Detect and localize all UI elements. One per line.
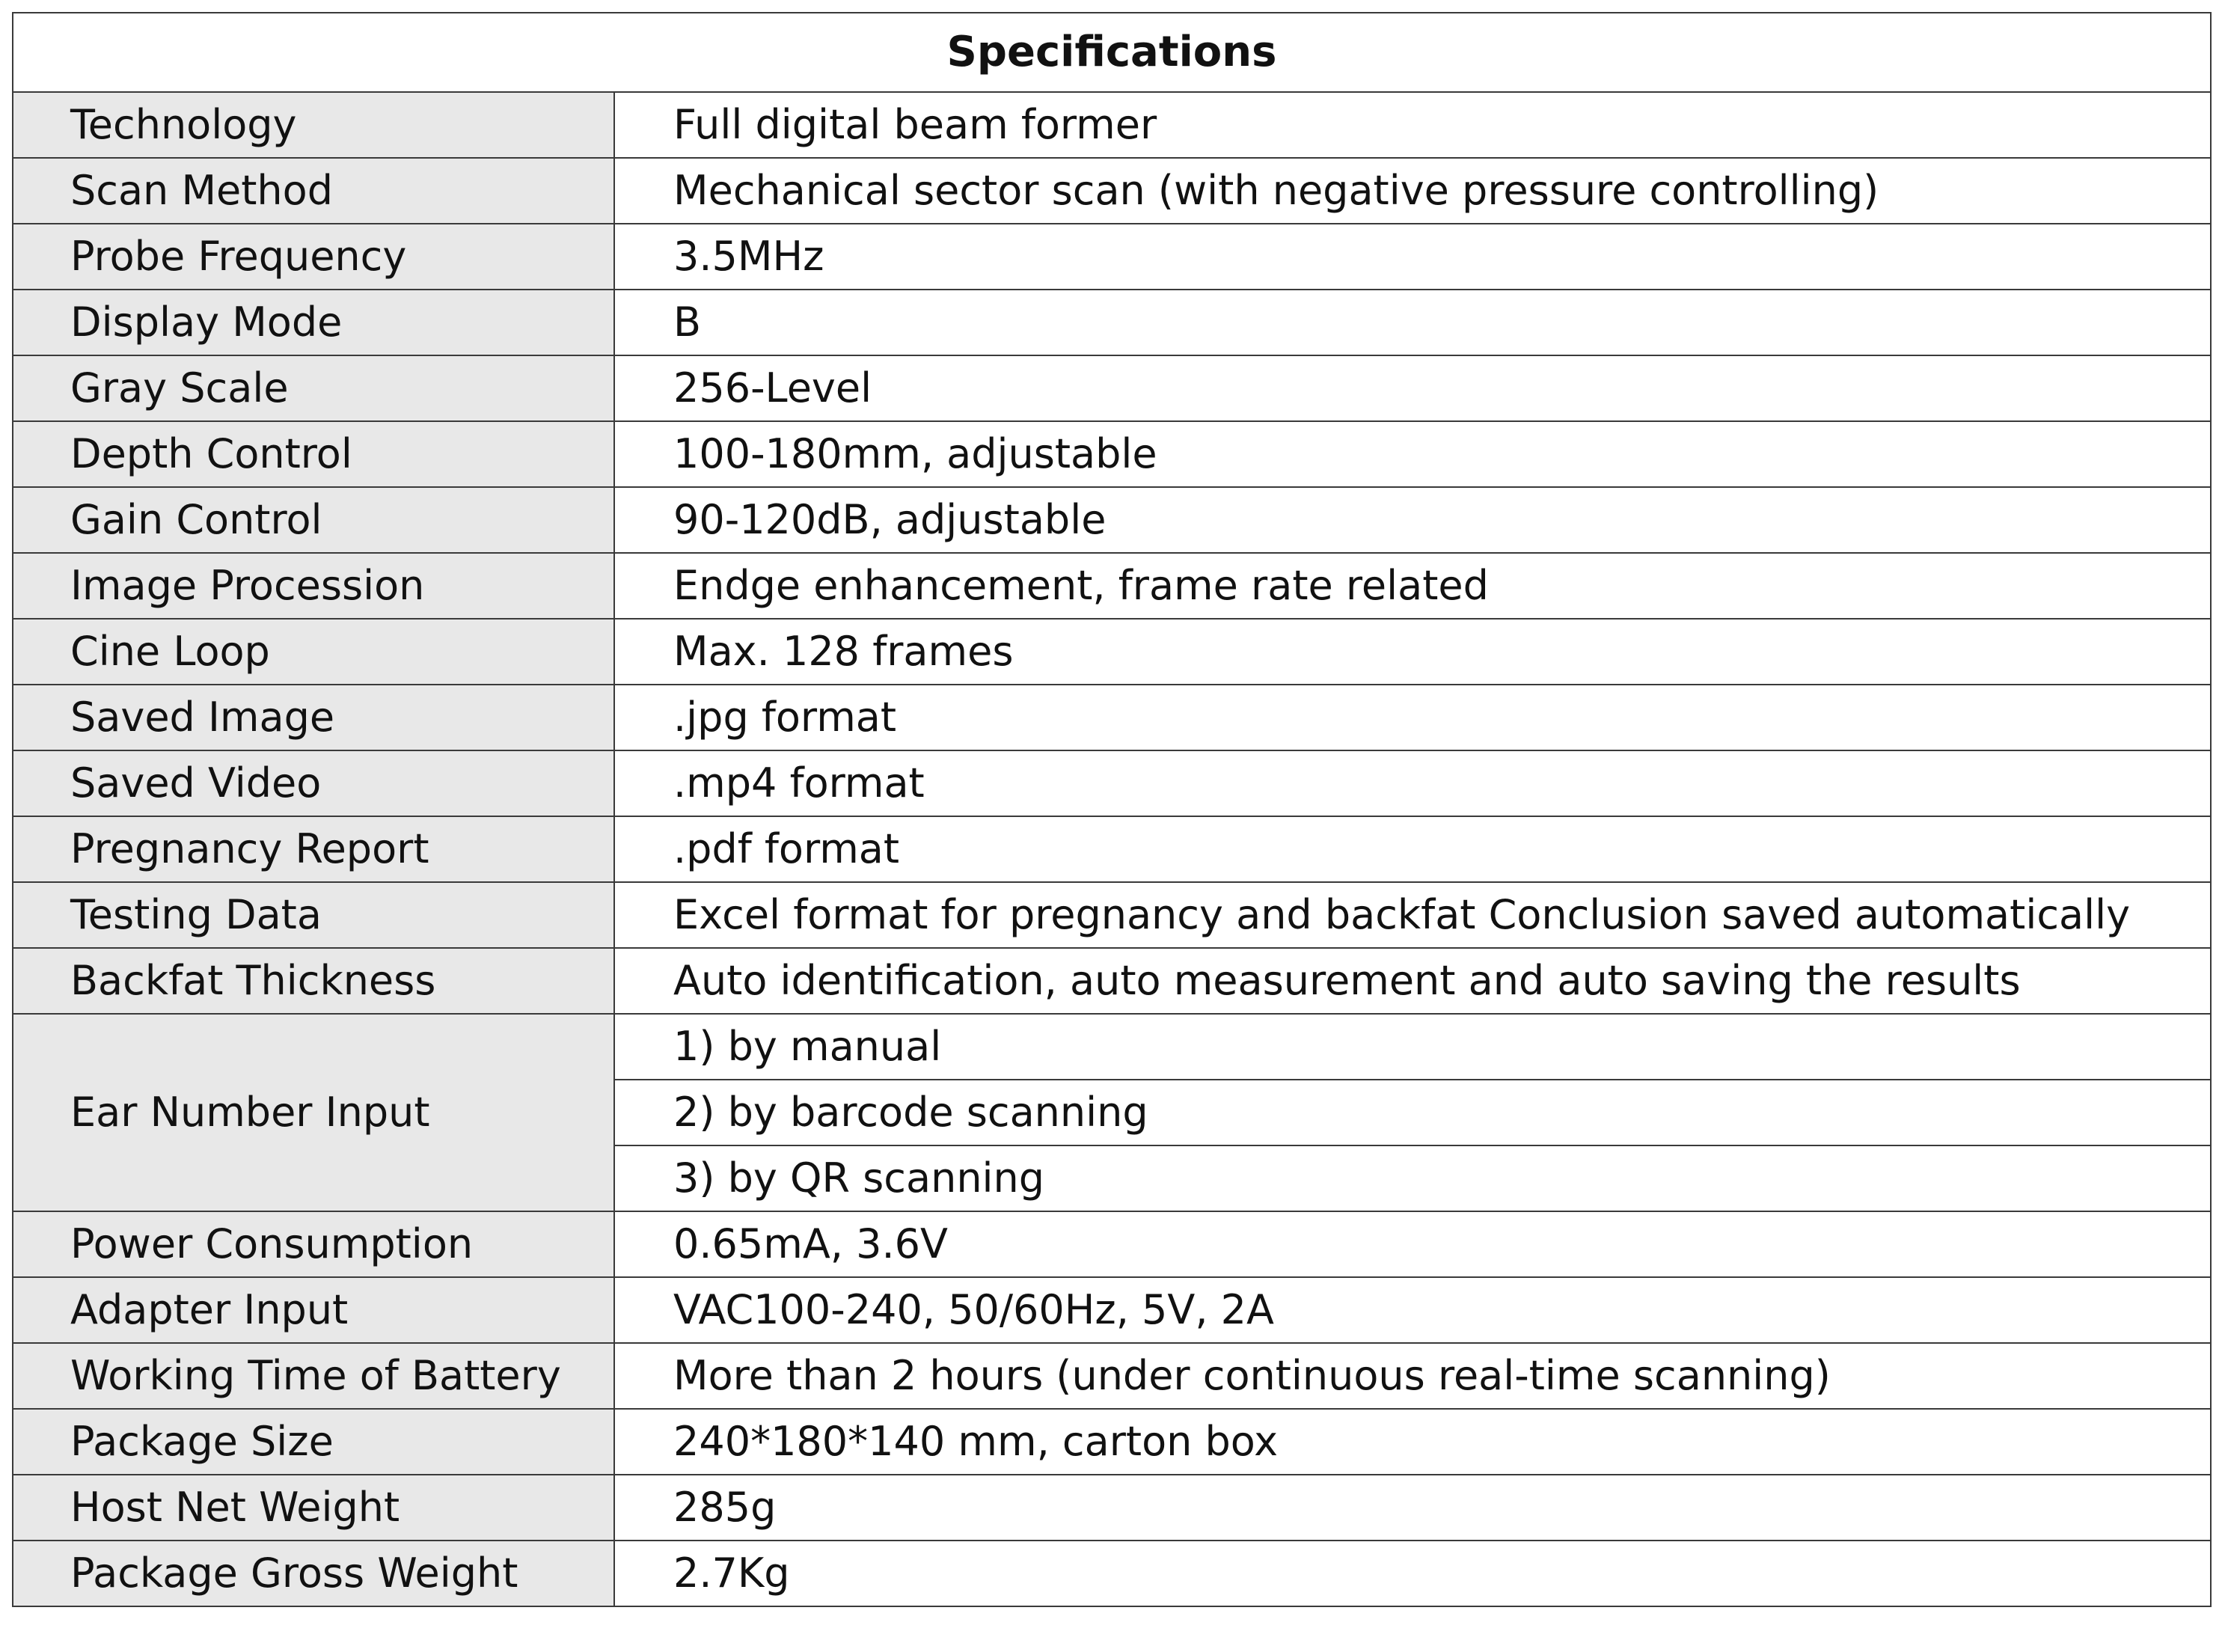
- spec-label: Pregnancy Report: [13, 816, 614, 882]
- spec-value: Full digital beam former: [614, 92, 2211, 158]
- spec-value: B: [614, 290, 2211, 355]
- spec-label: Working Time of Battery: [13, 1343, 614, 1409]
- spec-value: 0.65mA, 3.6V: [614, 1211, 2211, 1277]
- spec-value: Mechanical sector scan (with negative pressure controlling): [614, 158, 2211, 224]
- table-row: [13, 487, 2211, 553]
- table-row: [13, 92, 2211, 158]
- table-row: [13, 158, 2211, 224]
- table-row: [13, 1343, 2211, 1409]
- spec-label: Cine Loop: [13, 619, 614, 685]
- table-row: [13, 1277, 2211, 1343]
- spec-label: Technology: [13, 92, 614, 158]
- table-row: [13, 816, 2211, 882]
- spec-value: Endge enhancement, frame rate related: [614, 553, 2211, 619]
- table-row: [13, 882, 2211, 948]
- spec-value: .mp4 format: [614, 750, 2211, 816]
- table-row: [13, 1211, 2211, 1277]
- spec-value: 285g: [614, 1475, 2211, 1541]
- table-row: [13, 750, 2211, 816]
- spec-value: 1) by manual: [614, 1014, 2211, 1080]
- table-row: [13, 421, 2211, 487]
- table-row: [13, 1541, 2211, 1606]
- spec-label: Ear Number Input: [13, 1014, 614, 1211]
- spec-value: 256-Level: [614, 355, 2211, 421]
- spec-value: 100-180mm, adjustable: [614, 421, 2211, 487]
- table-row: [13, 948, 2211, 1014]
- spec-label: Saved Image: [13, 685, 614, 750]
- spec-label: Display Mode: [13, 290, 614, 355]
- spec-label: Host Net Weight: [13, 1475, 614, 1541]
- spec-label: Gain Control: [13, 487, 614, 553]
- spec-value: Auto identification, auto measurement and auto saving the results: [614, 948, 2211, 1014]
- spec-value: .jpg format: [614, 685, 2211, 750]
- spec-label: Testing Data: [13, 882, 614, 948]
- spec-value: 2) by barcode scanning: [614, 1080, 2211, 1145]
- spec-value: .pdf format: [614, 816, 2211, 882]
- spec-value: 3) by QR scanning: [614, 1145, 2211, 1211]
- spec-value: More than 2 hours (under continuous real-time scanning): [614, 1343, 2211, 1409]
- spec-value: Excel format for pregnancy and backfat Conclusion saved automatically: [614, 882, 2211, 948]
- spec-label: Power Consumption: [13, 1211, 614, 1277]
- spec-label: Image Procession: [13, 553, 614, 619]
- table-row: [13, 1409, 2211, 1475]
- spec-value: 240*180*140 mm, carton box: [614, 1409, 2211, 1475]
- spec-value: 2.7Kg: [614, 1541, 2211, 1606]
- table-row: [13, 290, 2211, 355]
- title-row: [13, 13, 2211, 92]
- table-row-ear-number: [13, 1014, 2211, 1080]
- spec-label: Backfat Thickness: [13, 948, 614, 1014]
- spec-label: Probe Frequency: [13, 224, 614, 290]
- table-row: [13, 685, 2211, 750]
- specifications-table: [12, 12, 2212, 1607]
- table-row: [13, 619, 2211, 685]
- spec-value: 3.5MHz: [614, 224, 2211, 290]
- table-row: [13, 1475, 2211, 1541]
- spec-label: Saved Video: [13, 750, 614, 816]
- spec-value: VAC100-240, 50/60Hz, 5V, 2A: [614, 1277, 2211, 1343]
- spec-label: Adapter Input: [13, 1277, 614, 1343]
- spec-label: Scan Method: [13, 158, 614, 224]
- table-row: [13, 224, 2211, 290]
- table-title: Specifications: [13, 13, 2211, 92]
- table-row: [13, 355, 2211, 421]
- spec-value: Max. 128 frames: [614, 619, 2211, 685]
- spec-label: Depth Control: [13, 421, 614, 487]
- spec-value: 90-120dB, adjustable: [614, 487, 2211, 553]
- spec-label: Package Gross Weight: [13, 1541, 614, 1606]
- spec-label: Package Size: [13, 1409, 614, 1475]
- spec-label: Gray Scale: [13, 355, 614, 421]
- table-row: [13, 553, 2211, 619]
